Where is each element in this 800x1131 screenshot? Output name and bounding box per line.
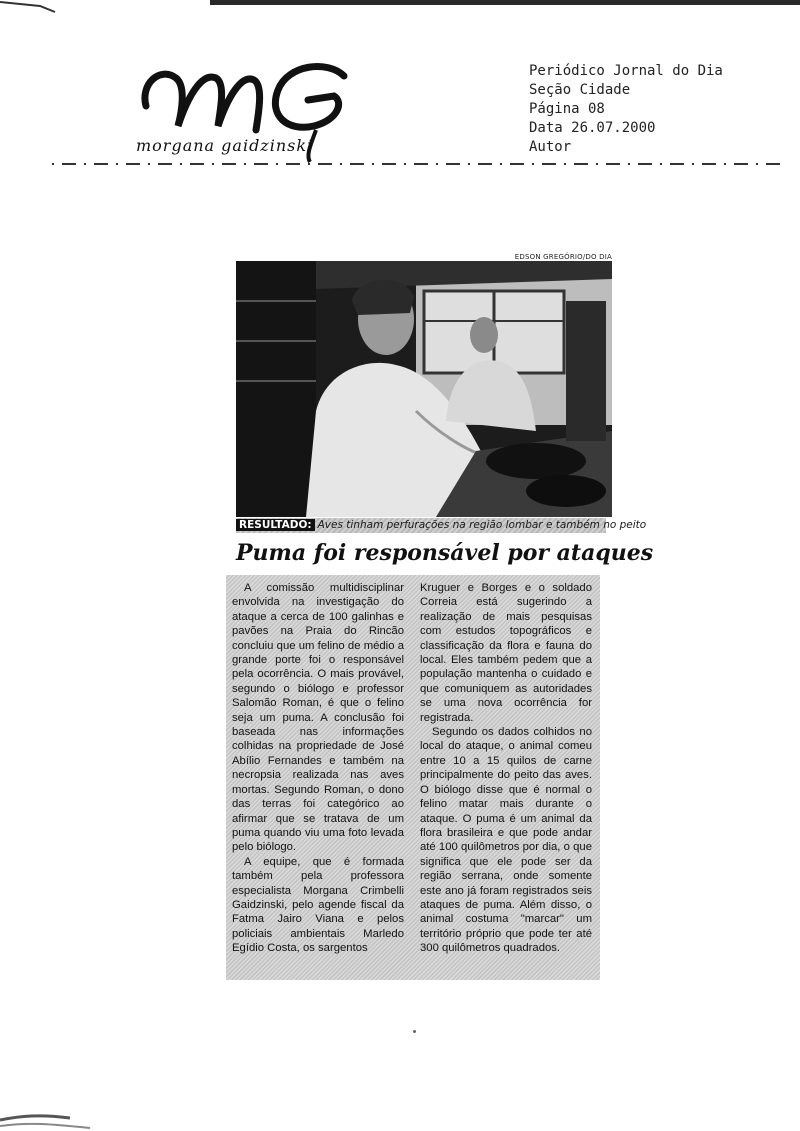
caption-text: Aves tinham perfurações na região lombar e também no peito: [317, 519, 647, 531]
paragraph: A comissão multidisciplinar envolvida na investigação do ataque a cerca de 100 galinhas e pavões na Praia do Rincão concluiu que um felino de médio a grande porte foi o responsável pela ocorrência. O mais provável, segundo o biólogo e professor Salomão Roman, é que o felino seja um puma. A conclusão foi baseada nas informações colhidas na propriedade de José Abílio Fernandes e também na necropsia realizada nas aves mortas. Segundo Roman, o dono das terras foi categórico ao afirmar que se tratava de um puma quando viu uma foto levada pelo biólogo.: [232, 582, 404, 854]
lab-photo-illustration: [236, 261, 612, 517]
article-column-left: [232, 581, 404, 956]
article-headline: Puma foi responsável por ataques: [236, 540, 654, 566]
scan-top-edge: [210, 0, 800, 5]
meta-data: Data 26.07.2000: [529, 120, 656, 136]
meta-autor: Autor: [529, 139, 572, 155]
scan-bottom-corner-mark: [0, 1092, 90, 1131]
paragraph: Kruguer e Borges e o soldado Correia está sugerindo a realização de mais pesquisas com estudos topográficos e classificação da flora e fauna do local. Eles também pedem que a população mantenha o cuidado e que comuniquem as autoridades se uma nova ocorrência for registrada.: [420, 582, 592, 724]
photo-caption: [236, 518, 647, 533]
clipping-metadata: [529, 62, 723, 157]
caption-label: RESULTADO:: [236, 519, 315, 531]
meta-secao: Seção Cidade: [529, 82, 631, 98]
logo-monogram-text: MG: [138, 56, 140, 57]
article-photo: [236, 261, 612, 517]
newspaper-clipping: [226, 253, 654, 980]
scan-speck: [413, 1030, 416, 1033]
logo-subtitle: morgana gaidzinski: [136, 136, 314, 155]
paragraph: Segundo os dados colhidos no local do ataque, o animal comeu entre 10 a 15 quilos de carne principalmente do peito das aves. O biólogo disse que é normal o felino matar mais durante o ataque. O puma é um animal da flora brasileira e que pode andar até 100 quilômetros por dia, o que significa que ele pode ser da região serrana, onde somente este ano já foram registrados seis ataques de puma. Além disso, o animal costuma "marcar" um território próprio que pode ter até 300 quilômetros quadrados.: [420, 726, 592, 955]
paragraph: A equipe, que é formada também pela professora especialista Morgana Crimbelli Gaidzinski, pelo agende fiscal da Fatma Jairo Viana e pelos policiais ambientais Marledo Egídio Costa, os sargentos: [232, 855, 404, 955]
article-column-right: [420, 581, 592, 956]
meta-periodico: Periódico Jornal do Dia: [529, 63, 723, 79]
scan-corner-mark: [0, 0, 60, 14]
article-body: [226, 575, 600, 980]
header-dashed-divider: [52, 160, 782, 168]
meta-pagina: Página 08: [529, 101, 605, 117]
photo-credit: EDSON GREGÓRIO/DO DIA: [514, 253, 612, 261]
